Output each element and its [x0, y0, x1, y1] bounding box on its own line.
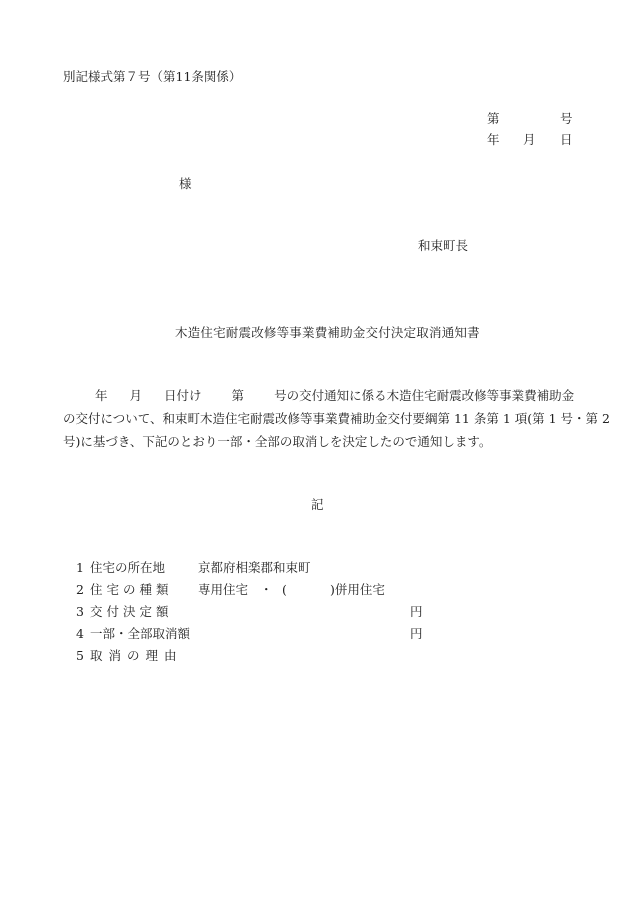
item-number: 1 — [76, 560, 84, 575]
grant-amount-yen: 円 — [410, 604, 423, 619]
body-line-1-rest: 号の交付通知に係る木造住宅耐震改修等事業費補助金 — [274, 388, 575, 403]
item-label: 一部・全部取消額 — [90, 626, 191, 641]
item-label: 住宅の種類 — [90, 582, 173, 597]
date-year-label: 年 — [487, 132, 500, 147]
item-label: 住宅の所在地 — [90, 560, 166, 575]
item-label: 取消の理由 — [90, 648, 183, 663]
document-number-prefix: 第 — [487, 111, 500, 126]
item-label: 交付決定額 — [90, 604, 173, 619]
house-type-separator: ・ — [260, 582, 273, 597]
body-number-prefix: 第 — [231, 388, 245, 403]
body-dated-label: 日付け — [164, 388, 202, 403]
date-month-label: 月 — [523, 132, 536, 147]
form-label: 別記様式第７号（第11条関係） — [63, 69, 242, 84]
document-number-suffix: 号 — [560, 111, 573, 126]
date-day-label: 日 — [560, 132, 573, 147]
house-type-combined: )併用住宅 — [330, 582, 385, 597]
item-number: 5 — [76, 648, 84, 663]
body-line-3: 号)に基づき、下記のとおり一部・全部の取消しを決定したので通知します。 — [63, 434, 492, 449]
item-number: 2 — [76, 582, 84, 597]
body-year-label: 年 — [95, 388, 108, 403]
body-line-2: の交付について、和束町木造住宅耐震改修等事業費補助金交付要綱第 11 条第 1 項(第 1 号・第 2 — [63, 411, 610, 426]
sender-name: 和束町長 — [418, 238, 469, 253]
ki-heading: 記 — [311, 497, 324, 512]
item-number: 3 — [76, 604, 84, 619]
house-type-dedicated: 専用住宅 — [198, 582, 249, 597]
item-location-value: 京都府相楽郡和束町 — [198, 560, 311, 575]
house-type-paren-open: ( — [282, 582, 287, 597]
cancel-amount-yen: 円 — [410, 626, 423, 641]
item-number: 4 — [76, 626, 84, 641]
document-title: 木造住宅耐震改修等事業費補助金交付決定取消通知書 — [175, 325, 480, 340]
recipient-honorific: 様 — [179, 176, 192, 191]
body-month-label: 月 — [129, 388, 143, 403]
body-line-1 — [95, 390, 574, 403]
